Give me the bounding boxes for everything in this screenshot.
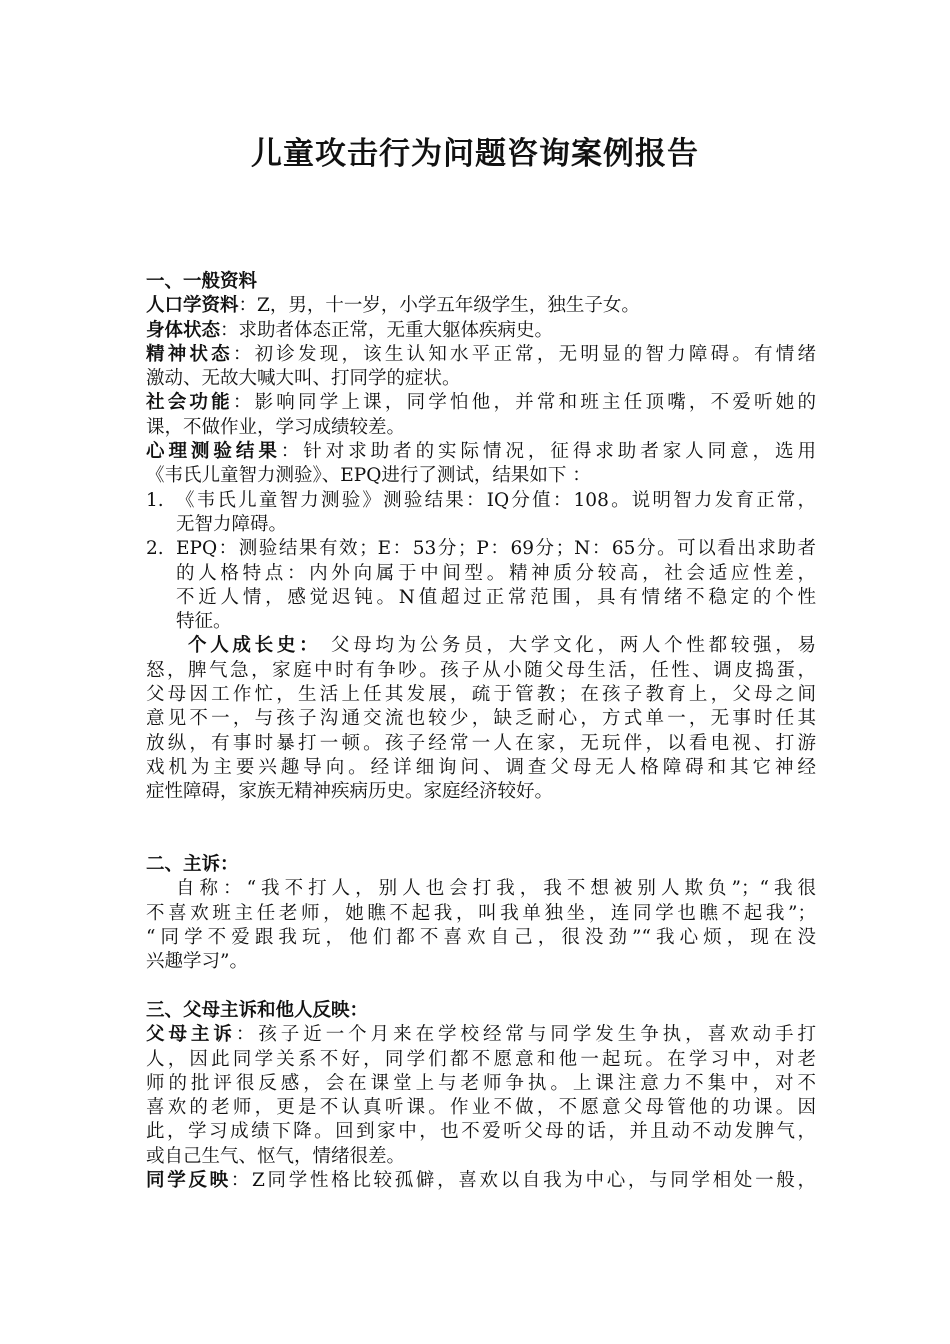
paragraph-test-line1 [146, 440, 816, 464]
spacer [146, 829, 816, 853]
text-growth-2: 怒，脾气急，家庭中时有争吵。孩子从小随父母生活，任性、调皮捣蛋， [146, 659, 816, 681]
paragraph-parent-line1 [146, 1023, 816, 1047]
text-complaint-1: 自称：“我不打人，别人也会打我，我不想被别人欺负”；“我很 [176, 878, 816, 900]
section-heading-general: 一、一般资料 [146, 271, 258, 292]
paragraph-classmates-line1 [146, 1169, 816, 1193]
text-parent-2: 人，因此同学关系不好，同学们都不愿意和他一起玩。在学习中，对老 [146, 1048, 816, 1070]
text-social-2: 课，不做作业，学习成绩较差。 [146, 416, 406, 438]
list-item-1-line1 [146, 489, 816, 513]
text-growth-5: 放纵，有事时暴打一顿。孩子经常一人在家，无玩伴，以看电视、打游 [146, 732, 816, 754]
section-heading-complaint: 二、主诉： [146, 854, 239, 876]
text-growth-6: 戏机为主要兴趣导向。经详细询问、调查父母无人格障碍和其它神经 [146, 756, 816, 778]
text-demographics: ：Z，男，十一岁，小学五年级学生，独生子女。 [238, 295, 640, 317]
text-complaint-4: 兴趣学习”。 [146, 951, 248, 973]
label-demographics: 人口学资料 [146, 295, 239, 317]
text-growth-4: 意见不一，与孩子沟通交流也较少，缺乏耐心，方式单一，无事时任其 [146, 708, 816, 730]
list-number-2: 2. [146, 538, 164, 560]
text-mental-1: ：初诊发现，该生认知水平正常，无明显的智力障碍。有情绪 [232, 343, 816, 365]
document-title: 儿童攻击行为问题咨询案例报告 [251, 136, 699, 172]
text-test-1: ：针对求助者的实际情况，征得求助者家人同意，选用 [280, 441, 816, 463]
list-item-2-text-3: 不近人情，感觉迟钝。N值超过正常范围，具有情绪不稳定的个性 [176, 586, 816, 608]
text-parent-6: 或自己生气、怄气，情绪很差。 [146, 1145, 406, 1167]
label-mental: 精神状态 [146, 343, 233, 365]
label-physical: 身体状态 [146, 319, 221, 341]
text-parent-3: 师的批评很反感，会在课堂上与老师争执。上课注意力不集中，对不 [146, 1072, 816, 1094]
list-item-2-text-1: EPQ：测验结果有效；E：53分；P：69分；N：65分。可以看出求助者 [176, 538, 816, 560]
text-social-1: ：影响同学上课，同学怕他，并常和班主任顶嘴，不爱听她的 [232, 392, 816, 414]
text-growth-7: 症性障碍，家族无精神疾病历史。家庭经济较好。 [146, 781, 554, 803]
spacer [146, 975, 816, 999]
list-item-2-text-2: 的人格特点：内外向属于中间型。精神质分较高，社会适应性差， [176, 562, 816, 584]
text-growth-3: 父母因工作忙，生活上任其发展，疏于管教；在孩子教育上，父母之间 [146, 684, 816, 706]
text-classmates-1: ：Z同学性格比较孤僻，喜欢以自我为中心，与同学相处一般， [230, 1169, 816, 1191]
text-parent-5: 此，学习成绩下降。回到家中，也不爱听父母的话，并且动不动发脾气， [146, 1121, 816, 1143]
text-mental-2: 激动、无故大喊大叫、打同学的症状。 [146, 368, 461, 390]
list-item-2-text-4: 特征。 [176, 611, 232, 633]
section-heading-reports: 三、父母主诉和他人反映： [146, 999, 369, 1021]
label-parent: 父母主诉 [146, 1024, 236, 1046]
text-parent-4: 喜欢的老师，更是不认真听课。作业不做，不愿意父母管他的功课。因 [146, 1097, 816, 1119]
list-number-1: 1. [146, 489, 164, 511]
text-complaint-2: 不喜欢班主任老师，她瞧不起我，叫我单独坐，连同学也瞧不起我”； [146, 902, 816, 924]
label-social: 社会功能 [146, 392, 233, 414]
document-body [146, 270, 816, 1193]
paragraph-physical [146, 319, 816, 343]
paragraph-mental-line1 [146, 343, 816, 367]
list-item-1-text-2: 无智力障碍。 [176, 513, 288, 535]
label-growth: 个人成长史： [188, 635, 322, 657]
spacer [146, 805, 816, 829]
list-item-2-line1 [146, 537, 816, 561]
text-complaint-3: “同学不爱跟我玩，他们都不喜欢自己，很没劲”“我心烦，现在没 [146, 927, 816, 949]
paragraph-demographics [146, 294, 816, 318]
text-parent-1: ：孩子近一个月来在学校经常与同学发生争执，喜欢动手打 [235, 1024, 816, 1046]
text-physical: ：求助者体态正常，无重大躯体疾病史。 [220, 319, 554, 341]
text-growth-1: 父母均为公务员，大学文化，两人个性都较强，易 [321, 635, 816, 657]
paragraph-growth-line1 [146, 634, 816, 658]
label-classmates: 同学反映 [146, 1169, 231, 1191]
paragraph-social-line1 [146, 391, 816, 415]
label-test: 心理测验结果 [146, 441, 281, 463]
list-item-1-text-1: 《韦氏儿童智力测验》测验结果：IQ分值：108。说明智力发育正常， [176, 489, 816, 511]
text-test-2: 《韦氏儿童智力测验》、EPQ进行了测试，结果如下 ： [146, 465, 591, 487]
